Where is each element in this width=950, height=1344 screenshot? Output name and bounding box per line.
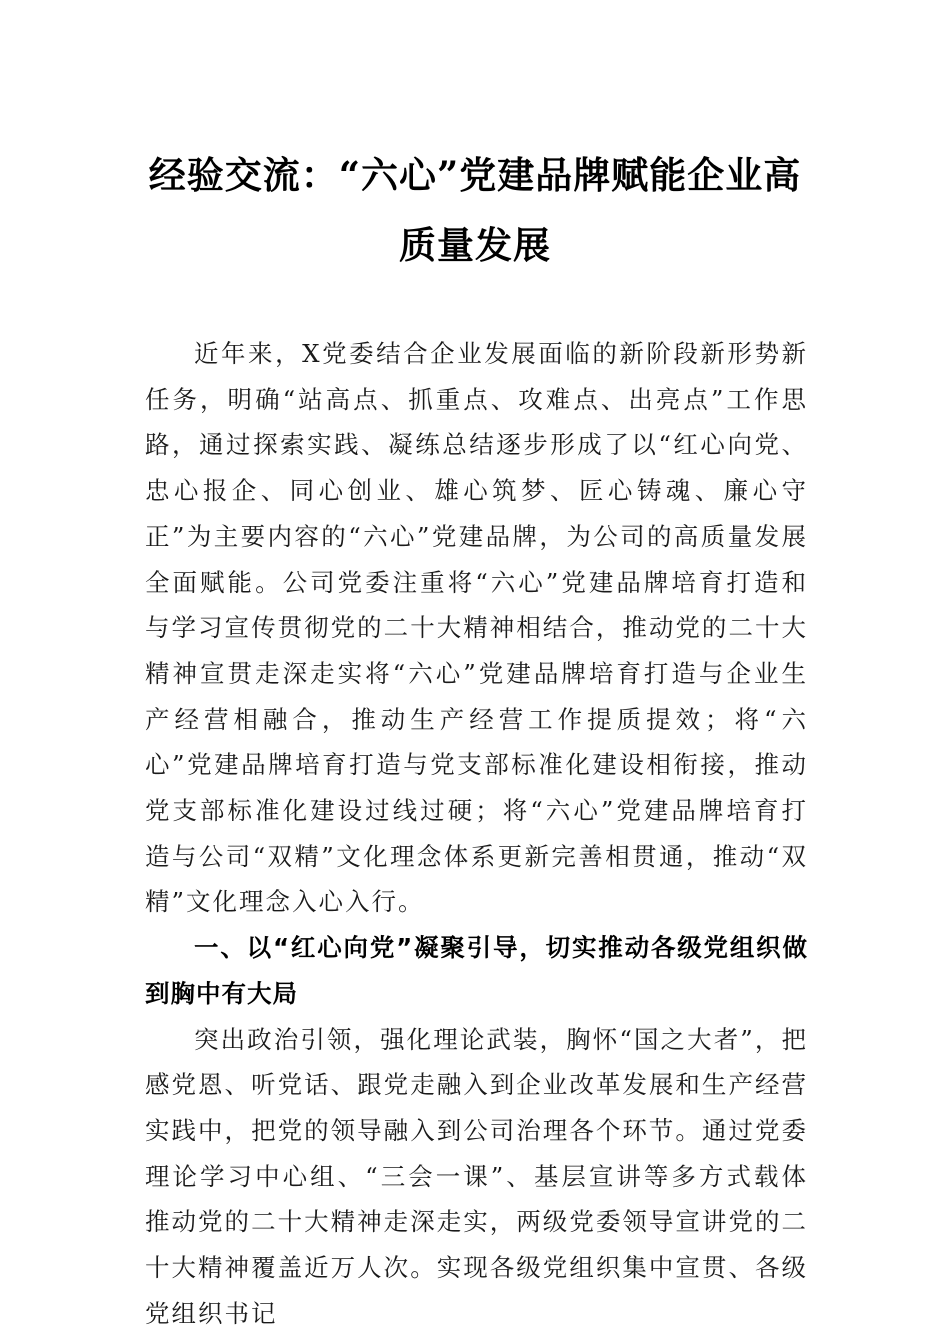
document-body [145, 331, 808, 1336]
section-1-paragraph: 突出政治引领，强化理论武装，胸怀“国之大者”，把感党恩、听党话、跟党走融入到企业改革发展和生产经营实践中，把党的领导融入到公司治理各个环节。通过党委理论学习中心组、“三会一课”、基层宣讲等多方式载体推动党的二十大精神走深走实，两级党委领导宣讲党的二十大精神覆盖近万人次。实现各级党组织集中宣贯、各级党组织书记 [145, 1024, 808, 1328]
document-title: 经验交流：“六心”党建品牌赋能企业高质量发展 [148, 153, 802, 267]
intro-paragraph: 近年来，X党委结合企业发展面临的新阶段新形势新任务，明确“站高点、抓重点、攻难点、出亮点”工作思路，通过探索实践、凝练总结逐步形成了以“红心向党、忠心报企、同心创业、雄心筑梦、匠心铸魂、廉心守正”为主要内容的“六心”党建品牌，为公司的高质量发展全面赋能。公司党委注重将“六心”党建品牌培育打造和与学习宣传贯彻党的二十大精神相结合，推动党的二十大精神宣贯走深走实将“六心”党建品牌培育打造与企业生产经营相融合，推动生产经营工作提质提效；将“六心”党建品牌培育打造与党支部标准化建设相衔接，推动党支部标准化建设过线过硬；将“六心”党建品牌培育打造与公司“双精”文化理念体系更新完善相贯通，推动“双精”文化理念入心入行。 [145, 339, 808, 917]
section-heading-1: 一、以“红心向党”凝聚引导，切实推动各级党组织做到胸中有大局 [145, 933, 808, 1008]
